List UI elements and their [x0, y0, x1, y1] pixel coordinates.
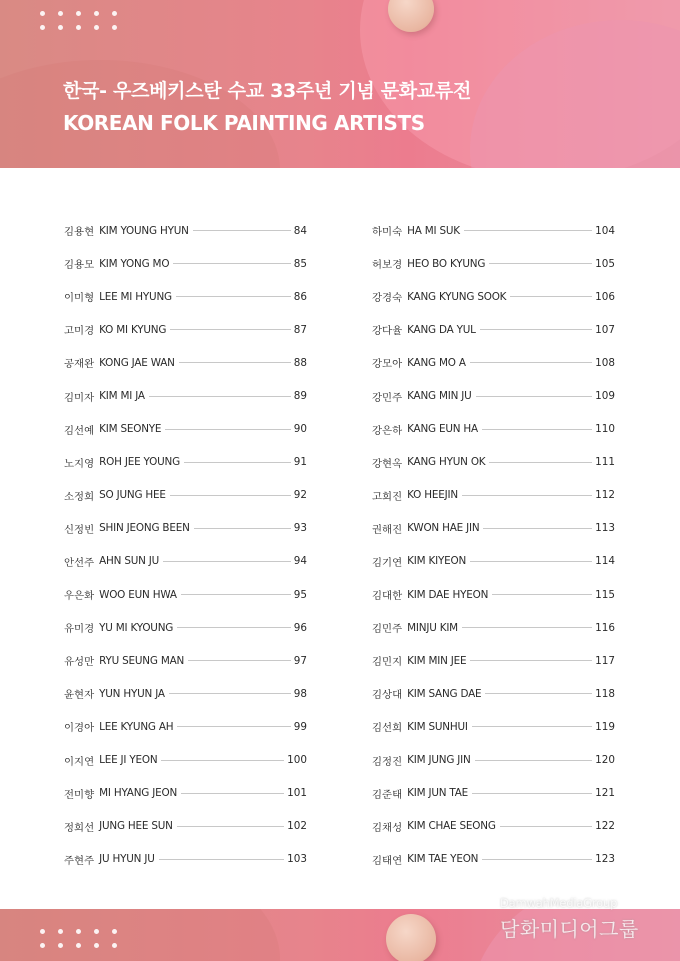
artist-name-korean: 김상대 [372, 689, 403, 702]
dot-leader [470, 561, 592, 562]
artist-name-korean: 김용현 [64, 226, 95, 239]
page-number: 92 [293, 489, 307, 502]
artist-name-english: YUN HYUN JA [99, 687, 165, 700]
artist-name-korean: 정희선 [64, 821, 95, 834]
watermark-korean: 담화미디어그룹 [500, 917, 639, 941]
dot-leader [464, 230, 592, 231]
toc-right-column [372, 214, 615, 876]
toc-entry [64, 777, 307, 810]
page-number: 93 [293, 522, 307, 535]
artist-name-english: WOO EUN HWA [99, 588, 177, 601]
artist-name-korean: 전미향 [64, 788, 95, 801]
dot-leader [161, 760, 284, 761]
toc-entry [372, 744, 615, 777]
dot-leader [188, 660, 291, 661]
artist-name-korean: 강현옥 [372, 457, 403, 470]
toc-entry [64, 280, 307, 313]
toc-entry [64, 710, 307, 743]
dot-leader [492, 594, 592, 595]
toc-entry [64, 214, 307, 247]
dot-leader [181, 594, 291, 595]
artist-name-english: MINJU KIM [407, 621, 458, 634]
artist-name-english: RYU SEUNG MAN [99, 654, 185, 667]
artist-name-english: SHIN JEONG BEEN [99, 522, 190, 535]
artist-name-korean: 강민주 [372, 391, 403, 404]
artist-name-korean: 이지연 [64, 755, 95, 768]
artist-name-korean: 신정빈 [64, 523, 95, 536]
toc-entry [372, 214, 615, 247]
artist-name-korean: 김준태 [372, 788, 403, 801]
artist-name-english: KIM SUNHUI [407, 720, 468, 733]
page-number: 97 [293, 654, 307, 667]
page-number: 85 [293, 257, 307, 270]
toc-entry [372, 479, 615, 512]
dot-leader [462, 627, 592, 628]
artist-name-english: KANG KYUNG SOOK [407, 290, 507, 303]
page-number: 90 [293, 423, 307, 436]
dot-leader [177, 627, 291, 628]
page-number: 105 [595, 257, 615, 270]
title-english: KOREAN FOLK PAINTING ARTISTS [63, 111, 425, 135]
dot-leader [482, 859, 592, 860]
artist-name-english: KONG JAE WAN [99, 356, 175, 369]
page-number: 112 [595, 489, 615, 502]
artist-name-korean: 김미자 [64, 391, 95, 404]
artist-name-english: JUNG HEE SUN [99, 820, 173, 833]
artist-name-english: KIM YOUNG HYUN [99, 224, 189, 237]
artist-name-english: LEE MI HYUNG [99, 290, 172, 303]
dot-leader [475, 760, 593, 761]
artist-name-korean: 김대한 [372, 590, 403, 603]
toc-entry [372, 413, 615, 446]
page-number: 118 [595, 687, 615, 700]
dot-leader [462, 495, 592, 496]
artist-name-korean: 강경숙 [372, 292, 403, 305]
artist-name-english: YU MI KYOUNG [99, 621, 174, 634]
toc-entry [372, 313, 615, 346]
dot-pattern [40, 929, 118, 948]
toc-entry [64, 810, 307, 843]
dot-leader [470, 362, 592, 363]
toc-entry [64, 644, 307, 677]
artist-name-korean: 윤현자 [64, 689, 95, 702]
dot-leader [489, 263, 592, 264]
artist-name-korean: 이미형 [64, 292, 95, 305]
dot-leader [489, 462, 592, 463]
title-korean: 한국- 우즈베키스탄 수교 33주년 기념 문화교류전 [63, 80, 472, 102]
dot-leader [193, 230, 291, 231]
artist-name-korean: 김선예 [64, 424, 95, 437]
page-number: 98 [293, 687, 307, 700]
page-number: 113 [595, 522, 615, 535]
page-number: 115 [595, 588, 615, 601]
toc-entry [64, 578, 307, 611]
artist-name-english: KANG MIN JU [407, 390, 472, 403]
artist-name-english: KIM SEONYE [99, 423, 162, 436]
artist-name-english: KWON HAE JIN [407, 522, 480, 535]
page-number: 103 [287, 853, 307, 866]
artist-name-english: MI HYANG JEON [99, 787, 178, 800]
dot-leader [483, 528, 592, 529]
artist-name-english: KIM JUN TAE [407, 787, 469, 800]
artist-name-english: KIM DAE HYEON [407, 588, 489, 601]
artist-name-english: KIM MIN JEE [407, 654, 467, 667]
dot-pattern [40, 11, 118, 30]
artist-name-korean: 우은화 [64, 590, 95, 603]
artist-name-english: KANG EUN HA [407, 423, 478, 436]
toc-entry [372, 545, 615, 578]
page-number: 101 [287, 787, 307, 800]
artist-name-korean: 고희진 [372, 490, 403, 503]
toc-left-column [64, 214, 307, 876]
dot-leader [173, 263, 290, 264]
toc-entry [372, 280, 615, 313]
artist-name-korean: 안선주 [64, 556, 95, 569]
page-number: 104 [595, 224, 615, 237]
toc-entry [64, 313, 307, 346]
page-number: 96 [293, 621, 307, 634]
artist-name-korean: 김기연 [372, 556, 403, 569]
toc-entry [372, 346, 615, 379]
dot-leader [485, 693, 592, 694]
artist-name-korean: 강모아 [372, 358, 403, 371]
page-number: 109 [595, 390, 615, 403]
page-number: 107 [595, 323, 615, 336]
page-number: 108 [595, 356, 615, 369]
toc-entry [64, 744, 307, 777]
dot-leader [179, 362, 291, 363]
dot-leader [472, 793, 592, 794]
toc-entry [372, 379, 615, 412]
artist-name-english: KIM KIYEON [407, 555, 467, 568]
artist-name-english: KANG HYUN OK [407, 456, 486, 469]
artist-name-english: KIM CHAE SEONG [407, 820, 496, 833]
toc-entry [64, 479, 307, 512]
artist-name-english: HEO BO KYUNG [407, 257, 486, 270]
page-number: 111 [595, 456, 615, 469]
artist-name-english: HA MI SUK [407, 224, 460, 237]
dot-leader [163, 561, 291, 562]
page-number: 84 [293, 224, 307, 237]
page-number: 100 [287, 754, 307, 767]
artist-name-korean: 공재완 [64, 358, 95, 371]
page-number: 91 [293, 456, 307, 469]
toc-entry [64, 379, 307, 412]
page-number: 89 [293, 390, 307, 403]
page-number: 94 [293, 555, 307, 568]
toc-entry [372, 512, 615, 545]
toc-entry [372, 446, 615, 479]
artist-name-english: LEE JI YEON [99, 754, 158, 767]
page-number: 86 [293, 290, 307, 303]
toc-entry [372, 247, 615, 280]
artist-name-korean: 노지영 [64, 457, 95, 470]
toc-entry [64, 677, 307, 710]
artist-name-korean: 김태연 [372, 854, 403, 867]
artist-name-english: KIM TAE YEON [407, 853, 479, 866]
page-number: 95 [293, 588, 307, 601]
artist-name-english: KANG MO A [407, 356, 466, 369]
artist-name-english: ROH JEE YOUNG [99, 456, 180, 469]
toc-entry [372, 710, 615, 743]
artist-name-korean: 김정진 [372, 755, 403, 768]
dot-leader [170, 329, 291, 330]
page-number: 116 [595, 621, 615, 634]
toc-entry [64, 545, 307, 578]
page-number: 122 [595, 820, 615, 833]
artist-name-korean: 이경아 [64, 722, 95, 735]
artist-name-korean: 강다율 [372, 325, 403, 338]
watermark-english: DamwahMediaGroup [500, 896, 618, 910]
page-number: 110 [595, 423, 615, 436]
artist-name-korean: 강은하 [372, 424, 403, 437]
page-number: 106 [595, 290, 615, 303]
artist-name-english: KIM YONG MO [99, 257, 170, 270]
page-number: 123 [595, 853, 615, 866]
dot-leader [194, 528, 291, 529]
toc-entry [64, 843, 307, 876]
artist-name-english: KO MI KYUNG [99, 323, 167, 336]
toc-entry [64, 446, 307, 479]
artist-name-korean: 하미숙 [372, 226, 403, 239]
artist-name-korean: 권해진 [372, 523, 403, 536]
dot-leader [181, 793, 284, 794]
page-number: 119 [595, 720, 615, 733]
dot-leader [480, 329, 592, 330]
page-number: 102 [287, 820, 307, 833]
toc-entry [64, 611, 307, 644]
dot-leader [176, 296, 291, 297]
toc-entry [372, 810, 615, 843]
artist-name-korean: 김민주 [372, 623, 403, 636]
page-number: 87 [293, 323, 307, 336]
artist-name-korean: 김용모 [64, 259, 95, 272]
toc-entry [64, 247, 307, 280]
dot-leader [476, 396, 593, 397]
artist-name-korean: 유미경 [64, 623, 95, 636]
dot-leader [170, 495, 291, 496]
artist-name-english: AHN SUN JU [99, 555, 160, 568]
decorative-circle [386, 914, 436, 961]
toc-entry [372, 777, 615, 810]
toc-entry [64, 346, 307, 379]
dot-leader [149, 396, 291, 397]
dot-leader [177, 726, 290, 727]
toc-entry [372, 611, 615, 644]
artist-name-english: JU HYUN JU [99, 853, 155, 866]
dot-leader [165, 429, 290, 430]
artist-name-korean: 김선희 [372, 722, 403, 735]
page-number: 88 [293, 356, 307, 369]
toc-entry [372, 578, 615, 611]
artist-name-english: LEE KYUNG AH [99, 720, 174, 733]
toc-entry [64, 413, 307, 446]
artist-name-english: KIM SANG DAE [407, 687, 482, 700]
artist-name-korean: 소정희 [64, 490, 95, 503]
page-number: 117 [595, 654, 615, 667]
dot-leader [510, 296, 592, 297]
dot-leader [500, 826, 592, 827]
toc-entry [372, 677, 615, 710]
artist-name-korean: 허보경 [372, 259, 403, 272]
toc-entry [372, 843, 615, 876]
artist-name-korean: 고미경 [64, 325, 95, 338]
dot-leader [470, 660, 592, 661]
dot-leader [482, 429, 592, 430]
toc-entry [64, 512, 307, 545]
dot-leader [177, 826, 284, 827]
dot-leader [169, 693, 291, 694]
dot-leader [472, 726, 592, 727]
artist-name-english: KO HEEJIN [407, 489, 458, 502]
header-banner [0, 0, 680, 168]
page-number: 99 [293, 720, 307, 733]
page-number: 120 [595, 754, 615, 767]
page-number: 114 [595, 555, 615, 568]
page-number: 121 [595, 787, 615, 800]
artist-name-korean: 김채성 [372, 821, 403, 834]
artist-name-english: KANG DA YUL [407, 323, 476, 336]
artist-name-korean: 유성만 [64, 656, 95, 669]
artist-name-english: SO JUNG HEE [99, 489, 166, 502]
dot-leader [159, 859, 285, 860]
artist-name-english: KIM JUNG JIN [407, 754, 471, 767]
artist-name-english: KIM MI JA [99, 390, 145, 403]
dot-leader [184, 462, 291, 463]
artist-name-korean: 김민지 [372, 656, 403, 669]
artist-name-korean: 주현주 [64, 854, 95, 867]
toc-entry [372, 644, 615, 677]
